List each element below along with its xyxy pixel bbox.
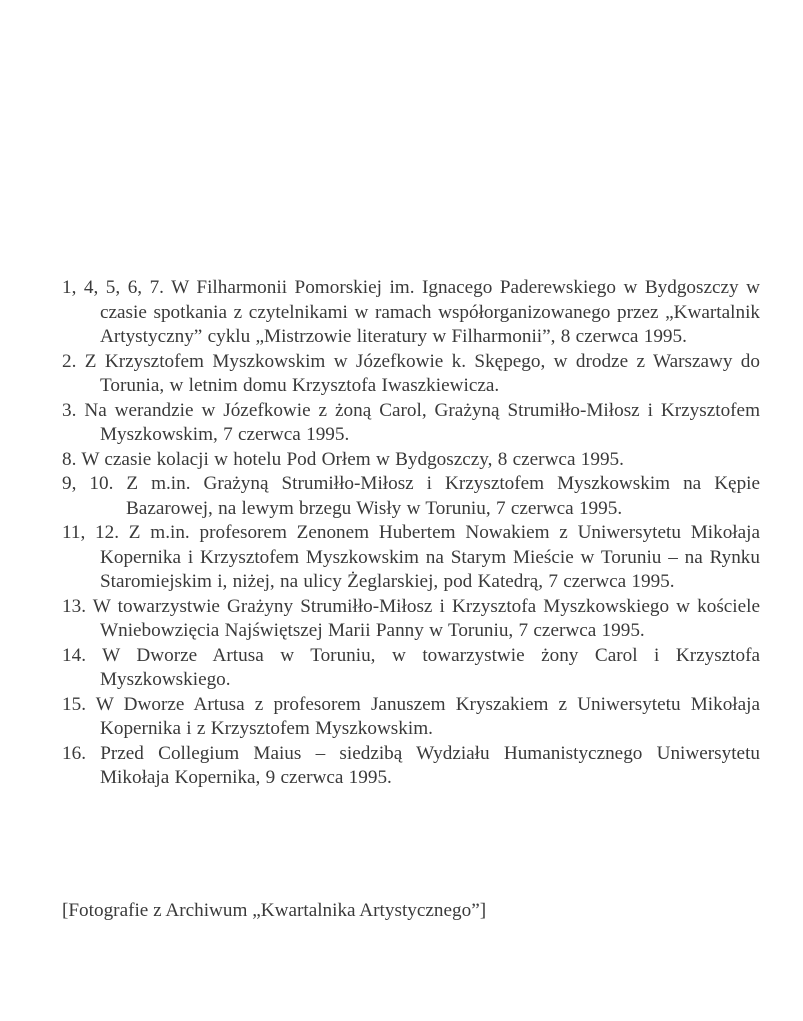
caption-label: 15. xyxy=(62,693,86,715)
caption-text: W czasie kolacji w hotelu Pod Orłem w Bydgoszczy, 8 czerwca 1995. xyxy=(81,448,624,470)
caption-text: W Filharmonii Pomorskiej im. Ignacego Paderewskiego w Bydgoszczy w czasie spotkania z czytelnikami w ramach współorganizowanego przez „Kwartalnik Artystyczny” cyklu „Mistrzowie literatury w Filharmonii”, 8 czerwca 1995. xyxy=(100,277,761,347)
caption-item xyxy=(62,595,760,644)
caption-label: 2. xyxy=(62,350,77,372)
caption-label: 3. xyxy=(62,399,77,421)
caption-label: 13. xyxy=(62,595,86,617)
caption-label: 8. xyxy=(62,448,77,470)
caption-text: W Dworze Artusa w Toruniu, w towarzystwie żony Carol i Krzysztofa Myszkowskiego. xyxy=(100,644,761,690)
caption-text: Na werandzie w Józefkowie z żoną Carol, Grażyną Strumiłło-Miłosz i Krzysztofem Myszkowskim, 7 czerwca 1995. xyxy=(84,399,760,445)
caption-label: 16. xyxy=(62,742,86,764)
caption-label: 14. xyxy=(62,644,86,666)
caption-text: Z Krzysztofem Myszkowskim w Józefkowie k. Skępego, w drodze z Warszawy do Torunia, w letnim domu Krzysztofa Iwaszkiewicza. xyxy=(84,350,760,396)
caption-text: Z m.in. profesorem Zenonem Hubertem Nowakiem z Uniwersytetu Mikołaja Kopernika i Krzysztofem Myszkowskim na Starym Mieście w Toruniu – na Rynku Staromiejskim i, niżej, na ulicy Żeglarskiej, pod Katedrą, 7 czerwca 1995. xyxy=(100,522,760,592)
caption-label: 9, 10. xyxy=(62,473,114,494)
caption-item xyxy=(62,399,760,448)
caption-item xyxy=(62,742,760,791)
caption-item xyxy=(62,350,760,399)
caption-text: W towarzystwie Grażyny Strumiłło-Miłosz i Krzysztofa Myszkowskiego w kościele Wniebowzięcia Najświętszej Marii Panny w Toruniu, 7 czerwca 1995. xyxy=(92,595,761,641)
caption-item xyxy=(62,521,760,595)
caption-item xyxy=(62,448,760,473)
caption-item xyxy=(62,276,760,350)
caption-item xyxy=(62,644,760,693)
caption-item xyxy=(62,472,760,521)
caption-label: 1, 4, 5, 6, 7. xyxy=(62,277,164,298)
caption-label: 11, 12. xyxy=(62,522,120,543)
photo-source-note: [Fotografie z Archiwum „Kwartalnika Artystycznego”] xyxy=(62,900,487,921)
photo-caption-list xyxy=(62,276,760,791)
caption-text: W Dworze Artusa z profesorem Januszem Kryszakiem z Uniwersytetu Mikołaja Kopernika i z Krzysztofem Myszkowskim. xyxy=(95,693,760,739)
caption-text: Przed Collegium Maius – siedzibą Wydziału Humanistycznego Uniwersytetu Mikołaja Kopernika, 9 czerwca 1995. xyxy=(100,742,760,788)
caption-item xyxy=(62,693,760,742)
caption-text: Z m.in. Grażyną Strumiłło-Miłosz i Krzysztofem Myszkowskim na Kępie Bazarowej, na lewym brzegu Wisły w Toruniu, 7 czerwca 1995. xyxy=(126,473,761,519)
